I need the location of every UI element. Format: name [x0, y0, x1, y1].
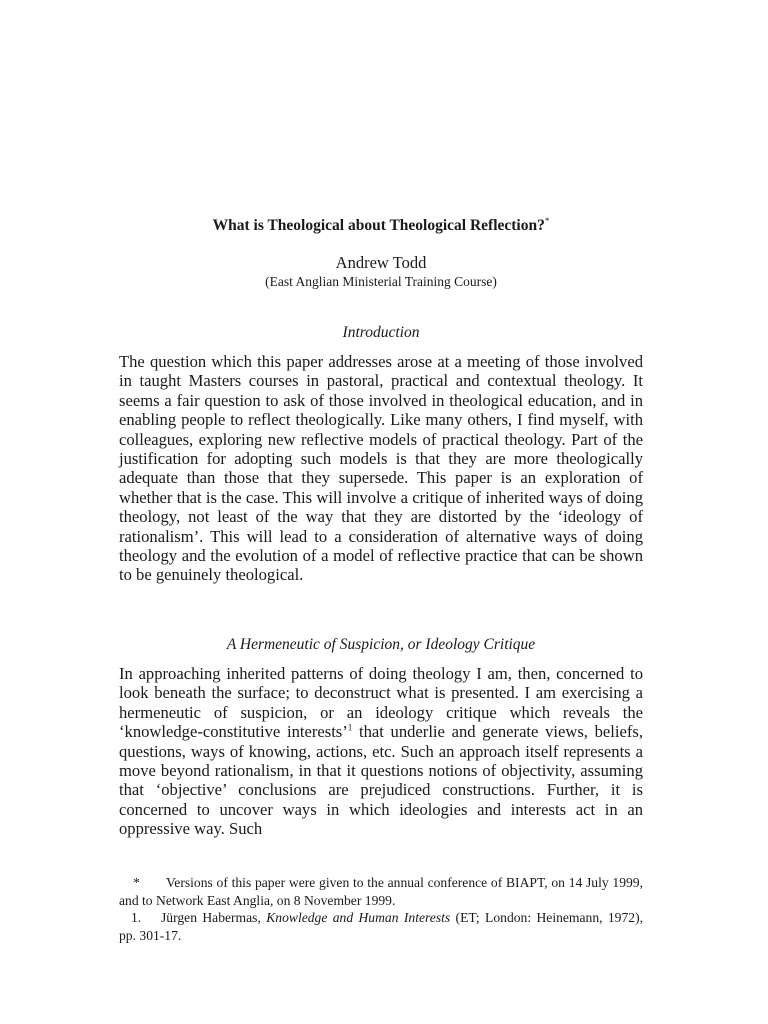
footnote-star	[119, 874, 643, 909]
footnote-1-book-title: Knowledge and Human Interests	[266, 910, 451, 926]
paragraph-introduction: The question which this paper addresses arose at a meeting of those involved in taught Masters courses in pastoral, practical and contextual theology. It seems a fair question to ask of those involved in theological education, and in enabling people to reflect theologically. Like many others, I find myself, with colleagues, exploring new reflective models of practical theology. Part of the justification for adopting such models is that they are more theologically adequate than those that they supersede. This paper is an exploration of whether that is the case. This will involve a critique of inherited ways of doing theology, not least of the way that they are distorted by the ‘ideology of rationalism’. This will lead to a consideration of alternative ways of doing theology and the evolution of a model of reflective practice that can be shown to be genuinely theological.	[119, 352, 643, 585]
title-note-mark: *	[544, 215, 550, 226]
footnote-star-text: Versions of this paper were given to the annual conference of BIAPT, on 14 July 1999, and to Network East Anglia, on 8 November 1999.	[119, 875, 643, 908]
section-heading-hermeneutic: A Hermeneutic of Suspicion, or Ideology Critique	[226, 636, 536, 653]
footnote-1-text-after: (ET; London: Heinemann, 1972), pp. 301-17.	[119, 910, 644, 943]
footnote-1-mark: 1.	[131, 910, 142, 926]
footnote-ref-1: 1	[347, 722, 353, 733]
title-text: What is Theological about Theological Reflection?	[212, 217, 545, 234]
section-heading-introduction: Introduction	[342, 324, 420, 341]
paragraph-hermeneutic-part1: In approaching inherited patterns of doing theology I am, then, concerned to look beneath the surface; to deconstruct what is presented. I am exercising a hermeneutic of suspicion, or an ideology critique which reveals the ‘knowledge-constitutive interests’	[119, 664, 643, 742]
footnotes	[119, 874, 643, 944]
paper-title	[119, 216, 643, 236]
footnote-1-text-before: Jürgen Habermas,	[161, 910, 267, 926]
footnote-star-mark: *	[133, 875, 140, 890]
author-name: Andrew Todd	[335, 253, 427, 272]
paragraph-hermeneutic	[119, 664, 643, 839]
footnote-1	[119, 909, 643, 944]
paragraph-hermeneutic-part2: that underlie and generate views, beliefs, questions, ways of knowing, actions, etc. Such an approach itself represents a move beyond rationalism, in that it questions notions of objectivity, assuming that ‘objective’ conclusions are prejudiced constructions. Further, it is concerned to uncover ways in which ideologies and interests act in an oppressive way. Such	[119, 722, 644, 839]
author-affiliation: (East Anglian Ministerial Training Course)	[265, 274, 497, 289]
